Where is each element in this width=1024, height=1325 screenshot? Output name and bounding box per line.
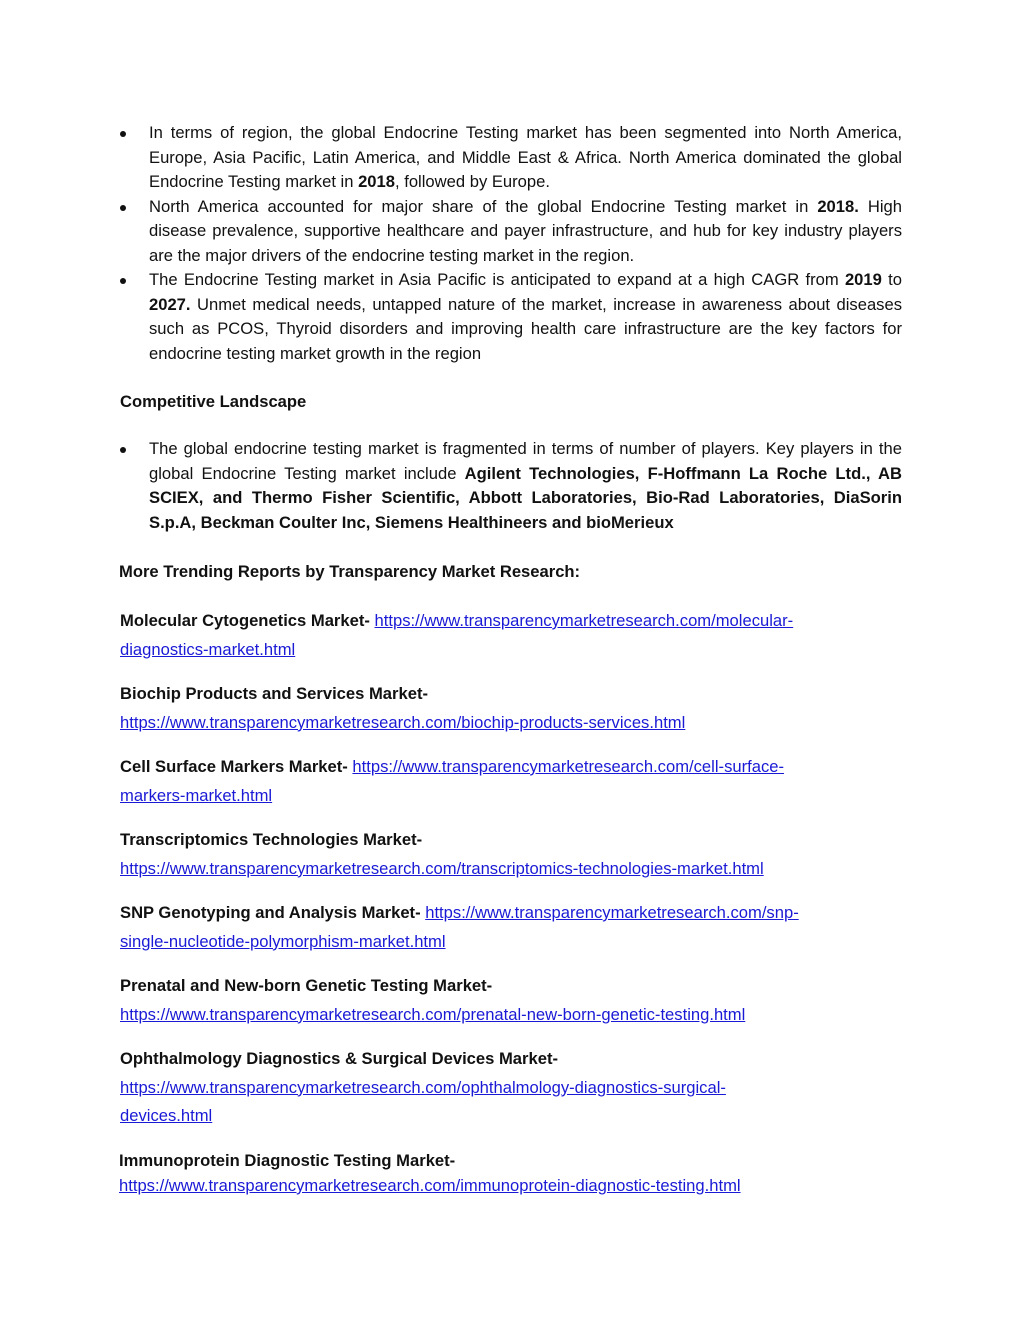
report-entry	[120, 972, 890, 1029]
report-link[interactable]: devices.html	[120, 1106, 213, 1125]
report-link[interactable]: https://www.transparencymarketresearch.com/ophthalmology-diagnostics-surgical-	[120, 1077, 726, 1097]
bold-year: 2018	[358, 172, 395, 191]
report-title: Prenatal and New-born Genetic Testing Market-	[120, 976, 493, 995]
report-link[interactable]: https://www.transparencymarketresearch.com/transcriptomics-technologies-market.html	[120, 858, 764, 878]
report-entry	[119, 1148, 889, 1198]
report-title: Cell Surface Markers Market-	[120, 757, 353, 776]
bold-year: 2018.	[817, 196, 859, 216]
competitive-bullet-list	[120, 437, 902, 535]
key-players: Agilent Technologies, F-Hoffmann La Roche Ltd., AB SCIEX, and Thermo Fisher Scientific, Abbott Laboratories, Bio-Rad Laboratories, DiaSorin S.p.A, Beckman Coulter Inc, Siemens Healthineers and bioMerieux	[149, 463, 902, 532]
bullet-item	[120, 195, 902, 269]
report-title: Transcriptomics Technologies Market-	[120, 830, 423, 849]
report-title: Molecular Cytogenetics Market-	[120, 611, 375, 630]
report-entry	[120, 1045, 890, 1131]
competitive-landscape-heading: Competitive Landscape	[120, 392, 307, 411]
bullet-text: to	[881, 270, 902, 289]
report-entry	[120, 899, 890, 956]
report-title: SNP Genotyping and Analysis Market-	[120, 903, 426, 922]
trending-reports-heading: More Trending Reports by Transparency Market Research:	[119, 562, 581, 581]
bullet-text: , followed by Europe.	[395, 172, 550, 191]
report-link[interactable]: https://www.transparencymarketresearch.com/prenatal-new-born-genetic-testing.html	[120, 1004, 746, 1024]
bold-year: 2027.	[149, 294, 191, 314]
bullet-text: The Endocrine Testing market in Asia Pacific is anticipated to expand at a high CAGR from	[149, 270, 845, 289]
report-link[interactable]: https://www.transparencymarketresearch.com/biochip-products-services.html	[120, 712, 686, 732]
report-entry	[120, 753, 890, 810]
report-entry	[120, 680, 890, 737]
bold-year: 2019	[844, 270, 882, 289]
report-link[interactable]: https://www.transparencymarketresearch.com/snp-	[425, 903, 799, 922]
report-link[interactable]: https://www.transparencymarketresearch.com/immunoprotein-diagnostic-testing.html	[119, 1176, 741, 1195]
bullet-text: North America accounted for major share of the global Endocrine Testing market in	[149, 196, 818, 216]
bullet-item	[120, 121, 902, 195]
report-entry	[120, 826, 910, 883]
region-bullet-list	[120, 121, 902, 366]
report-link[interactable]: https://www.transparencymarketresearch.com/molecular-	[374, 611, 794, 630]
report-title: Biochip Products and Services Market-	[120, 684, 428, 703]
bullet-text: In terms of region, the global Endocrine Testing market has been segmented into North America, Europe, Asia Pacific, Latin America, and Middle East & Africa. North America dominated the global Endocrine Testing market in	[149, 123, 902, 191]
bullet-text: High disease prevalence, supportive healthcare and payer infrastructure, and hub for key industry players are the major drivers of the endocrine testing market in the region.	[149, 196, 902, 265]
report-title: Ophthalmology Diagnostics & Surgical Devices Market-	[120, 1049, 559, 1068]
report-link[interactable]: single-nucleotide-polymorphism-market.html	[120, 931, 446, 951]
report-link[interactable]: https://www.transparencymarketresearch.com/cell-surface-	[352, 757, 785, 776]
bullet-icon	[120, 205, 126, 211]
report-title: Immunoprotein Diagnostic Testing Market-	[119, 1151, 456, 1170]
bullet-icon	[120, 131, 126, 137]
report-entry	[120, 607, 890, 664]
bullet-icon	[120, 447, 126, 453]
report-link[interactable]: diagnostics-market.html	[120, 639, 296, 659]
bullet-text: The global endocrine testing market is fragmented in terms of number of players. Key players in the global Endocrine Testing market include	[149, 439, 902, 483]
bullet-item	[120, 268, 902, 366]
bullet-text: Unmet medical needs, untapped nature of the market, increase in awareness about diseases such as PCOS, Thyroid disorders and improving health care infrastructure are the key factors for endocrine testing market growth in the region	[149, 294, 902, 363]
bullet-item	[120, 437, 902, 535]
bullet-icon	[120, 278, 126, 284]
report-link[interactable]: markers-market.html	[120, 785, 273, 805]
